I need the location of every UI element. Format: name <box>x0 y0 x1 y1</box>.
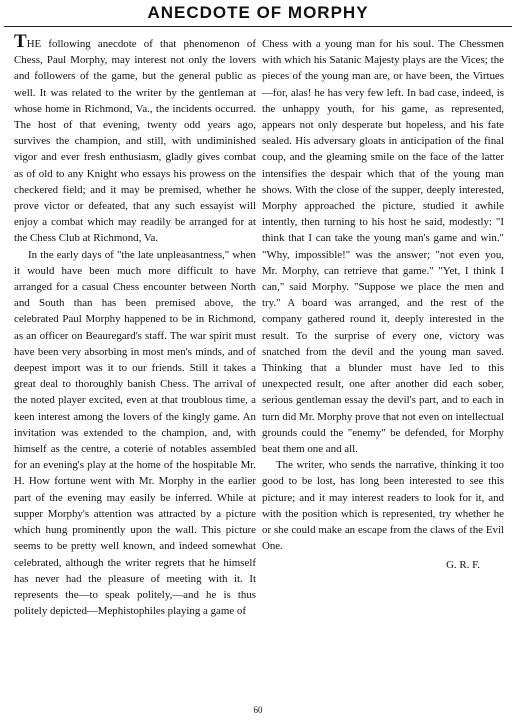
paragraph-1-text: HE following anecdote of that phenomenon of Chess, Paul Morphy, may interest not only the lovers and followers of the game, but the general public as well. It was related to the writer by the gentleman at whose home in Richmond, Va., the incidents occurred. The host of that evening, twenty odd years ago, survives the champion, and still, with undiminished vigor and ever fresh enthusiasm, gladly gives combat as of old to any Knight who essays his prowess on the checkered field; and it may be premised, whether he prove victor or defeated, that any such essayist will enjoy a combat which may readily be arranged for at the Chess Club at Richmond, Va. <box>14 38 256 245</box>
author-signature: G. R. F. <box>446 558 480 571</box>
paragraph-2: In the early days of "the late unpleasantness," when it would have been much more difficult to have arranged for a casual Chess encounter between North and South than has been premised above, the celebrated Paul Morphy happened to be in Richmond, as an officer on Beauregard's staff. The war spirit must have been very absorbing in most men's minds, and of deepest import was it to our friends. Still it takes a great deal to thoroughly banish Chess. The arrival of the noted player excited, even at that troublous time, a keen interest among the lovers of the kingly game. An invitation was extended to the champion, and, with himself as the centre, a coterie of notables assembled for an evening's play at the home of the hospitable Mr. H. How fortune went with Mr. Morphy in the earlier part of the evening may easily be inferred. While at supper Morphy's attention was attracted by a picture which hung prominently upon the wall. This picture seems to be pretty well known, and indeed somewhat celebrated, although the writer regrets that he himself has never had the pleasure of meeting with it. It represents the—to speak politely,—and he is thus politely depicted—Mephistophiles playing a game of <box>14 248 256 618</box>
left-column <box>14 31 256 619</box>
article-title: ANECDOTE OF MORPHY <box>147 3 369 22</box>
right-column <box>262 36 504 573</box>
paragraph-1 <box>14 31 256 247</box>
drop-cap: T <box>14 31 27 52</box>
title-rule <box>4 26 512 27</box>
paragraph-4: The writer, who sends the narrative, thinking it too good to be lost, has long been interested to see this picture; and it may interest readers to look for it, and with the position which is represented, try whether he or she could make an escape from the claws of the Evil One. <box>262 459 504 553</box>
page-number: 60 <box>253 705 263 715</box>
paragraph-3: Chess with a young man for his soul. The Chessmen with which his Satanic Majesty plays are the Vices; the pieces of the young man are, or have been, the Virtues—for, alas! he has very few left. In bad case, indeed, is the unhappy youth, for his game, as represented, appears not only desperate but hopeless, and his fate sealed. His adversary gloats in anticipation of the final coup, and the gleaming smile on the face of the latter intensifies the despair which that of the young man shows. With the close of the supper, deeply interested, Morphy approached the picture, studied it awhile intently, then turning to his host he said, modestly: "I think that I can take the young man's game and win." "Why, impossible!" was the answer; "not even you, Mr. Morphy, can retrieve that game." "Yet, I think I can," said Morphy. "Suppose we place the men and try." A board was arranged, and the rest of the company gathered round it, deeply interested in the result. To the surprise of every one, victory was snatched from the devil and the young man saved. Thinking that a blunder must have led to this unexpected result, one after another did each sober, serious gentleman essay the devil's part, and to each in turn did Mr. Morphy prove that not even on intellectual grounds could the "enemy" be defended, for Morphy beat them one and all. <box>262 38 504 456</box>
